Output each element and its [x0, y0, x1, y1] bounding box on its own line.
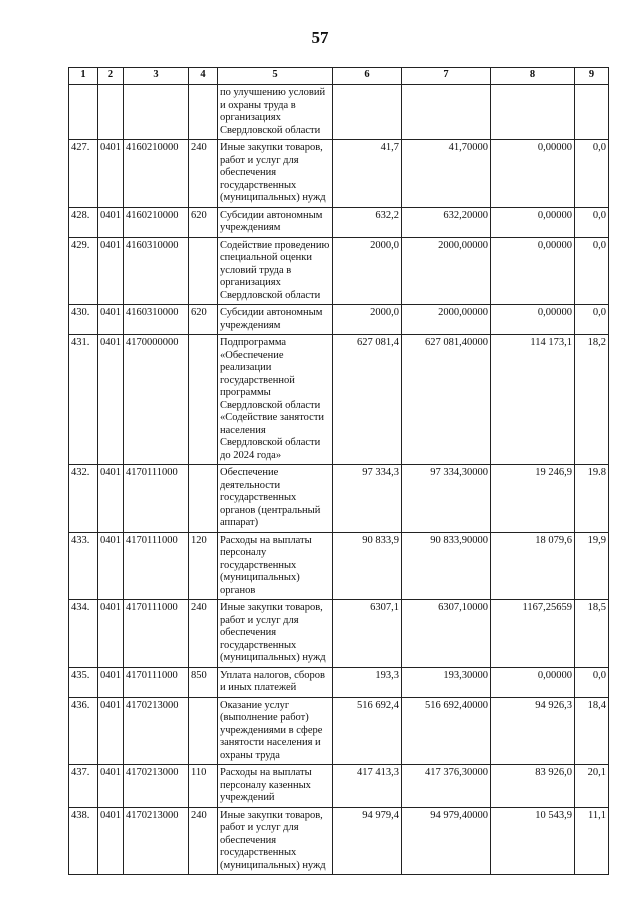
- column-header: 4: [189, 68, 218, 85]
- item-name-cell: по улучшению условий и охраны труда в организациях Свердловской области: [218, 85, 333, 140]
- value-cell: 94 979,4: [333, 807, 402, 875]
- value-cell: 0,00000: [491, 305, 575, 335]
- row-number-cell: 432.: [69, 465, 98, 533]
- section-code-cell: 0401: [98, 207, 124, 237]
- section-code-cell: 0401: [98, 465, 124, 533]
- value-cell: 632,20000: [402, 207, 491, 237]
- table-row: [69, 140, 609, 208]
- table-row: [69, 667, 609, 697]
- value-cell: 1167,25659: [491, 600, 575, 668]
- expense-type-cell: 120: [189, 532, 218, 600]
- value-cell: 2000,00000: [402, 237, 491, 305]
- target-article-cell: 4170111000: [124, 600, 189, 668]
- value-cell: 97 334,3: [333, 465, 402, 533]
- value-cell: [491, 85, 575, 140]
- expense-type-cell: 110: [189, 765, 218, 808]
- row-number-cell: 429.: [69, 237, 98, 305]
- item-name-cell: Субсидии автономным учреждениям: [218, 305, 333, 335]
- item-name-cell: Иные закупки товаров, работ и услуг для обеспечения государственных (муниципальных) нужд: [218, 140, 333, 208]
- section-code-cell: 0401: [98, 807, 124, 875]
- section-code-cell: 0401: [98, 140, 124, 208]
- item-name-cell: Подпрограмма «Обеспечение реализации государственной программы Свердловской области «Содействие занятости населения Свердловской области до 2024 года»: [218, 335, 333, 465]
- percent-cell: 0,0: [575, 140, 609, 208]
- table-row: [69, 237, 609, 305]
- percent-cell: 0,0: [575, 305, 609, 335]
- percent-cell: 18,5: [575, 600, 609, 668]
- value-cell: 90 833,9: [333, 532, 402, 600]
- value-cell: 94 926,3: [491, 697, 575, 765]
- value-cell: 6307,1: [333, 600, 402, 668]
- table-row: [69, 532, 609, 600]
- expense-type-cell: 240: [189, 140, 218, 208]
- percent-cell: 0,0: [575, 237, 609, 305]
- item-name-cell: Субсидии автономным учреждениям: [218, 207, 333, 237]
- row-number-cell: 437.: [69, 765, 98, 808]
- value-cell: 2000,0: [333, 237, 402, 305]
- value-cell: 41,70000: [402, 140, 491, 208]
- value-cell: 632,2: [333, 207, 402, 237]
- target-article-cell: 4160210000: [124, 140, 189, 208]
- table-row: [69, 765, 609, 808]
- row-number-cell: 433.: [69, 532, 98, 600]
- target-article-cell: 4170213000: [124, 765, 189, 808]
- value-cell: [402, 85, 491, 140]
- section-code-cell: 0401: [98, 697, 124, 765]
- value-cell: 0,00000: [491, 140, 575, 208]
- expense-type-cell: 620: [189, 305, 218, 335]
- expense-type-cell: [189, 335, 218, 465]
- value-cell: 417 376,30000: [402, 765, 491, 808]
- table-row: [69, 807, 609, 875]
- section-code-cell: [98, 85, 124, 140]
- item-name-cell: Содействие проведению специальной оценки условий труда в организациях Свердловской области: [218, 237, 333, 305]
- value-cell: 18 079,6: [491, 532, 575, 600]
- page-number: 57: [311, 28, 329, 47]
- percent-cell: 11,1: [575, 807, 609, 875]
- value-cell: 516 692,40000: [402, 697, 491, 765]
- target-article-cell: 4170111000: [124, 532, 189, 600]
- target-article-cell: 4170213000: [124, 807, 189, 875]
- table-row: [69, 207, 609, 237]
- row-number-cell: [69, 85, 98, 140]
- expense-type-cell: 240: [189, 807, 218, 875]
- expense-type-cell: [189, 85, 218, 140]
- value-cell: 516 692,4: [333, 697, 402, 765]
- value-cell: 193,30000: [402, 667, 491, 697]
- value-cell: 6307,10000: [402, 600, 491, 668]
- row-number-cell: 438.: [69, 807, 98, 875]
- percent-cell: 0,0: [575, 667, 609, 697]
- value-cell: 627 081,40000: [402, 335, 491, 465]
- row-number-cell: 434.: [69, 600, 98, 668]
- value-cell: 10 543,9: [491, 807, 575, 875]
- table-row: [69, 335, 609, 465]
- value-cell: 2000,00000: [402, 305, 491, 335]
- value-cell: 94 979,40000: [402, 807, 491, 875]
- value-cell: 90 833,90000: [402, 532, 491, 600]
- expense-type-cell: [189, 237, 218, 305]
- value-cell: 193,3: [333, 667, 402, 697]
- percent-cell: 0,0: [575, 207, 609, 237]
- column-header: 3: [124, 68, 189, 85]
- value-cell: [333, 85, 402, 140]
- percent-cell: [575, 85, 609, 140]
- table-header-row: [69, 68, 609, 85]
- value-cell: 417 413,3: [333, 765, 402, 808]
- percent-cell: 19,9: [575, 532, 609, 600]
- percent-cell: 20,1: [575, 765, 609, 808]
- table-row: [69, 600, 609, 668]
- target-article-cell: 4160310000: [124, 237, 189, 305]
- expense-type-cell: [189, 697, 218, 765]
- value-cell: 114 173,1: [491, 335, 575, 465]
- column-header: 8: [491, 68, 575, 85]
- percent-cell: 18,2: [575, 335, 609, 465]
- section-code-cell: 0401: [98, 532, 124, 600]
- table-row: [69, 465, 609, 533]
- target-article-cell: 4160310000: [124, 305, 189, 335]
- column-header: 7: [402, 68, 491, 85]
- section-code-cell: 0401: [98, 765, 124, 808]
- section-code-cell: 0401: [98, 305, 124, 335]
- item-name-cell: Обеспечение деятельности государственных органов (центральный аппарат): [218, 465, 333, 533]
- target-article-cell: 4170111000: [124, 667, 189, 697]
- column-header: 5: [218, 68, 333, 85]
- table-row: [69, 697, 609, 765]
- value-cell: 41,7: [333, 140, 402, 208]
- item-name-cell: Иные закупки товаров, работ и услуг для обеспечения государственных (муниципальных) нужд: [218, 807, 333, 875]
- row-number-cell: 436.: [69, 697, 98, 765]
- target-article-cell: 4170213000: [124, 697, 189, 765]
- expense-type-cell: 240: [189, 600, 218, 668]
- expense-type-cell: 620: [189, 207, 218, 237]
- table-row: [69, 305, 609, 335]
- section-code-cell: 0401: [98, 237, 124, 305]
- value-cell: 97 334,30000: [402, 465, 491, 533]
- value-cell: 0,00000: [491, 237, 575, 305]
- target-article-cell: [124, 85, 189, 140]
- table-body: [69, 85, 609, 875]
- table-row: [69, 85, 609, 140]
- item-name-cell: Оказание услуг (выполнение работ) учреждениями в сфере занятости населения и охраны труда: [218, 697, 333, 765]
- value-cell: 83 926,0: [491, 765, 575, 808]
- row-number-cell: 435.: [69, 667, 98, 697]
- budget-table: [68, 67, 609, 875]
- column-header: 6: [333, 68, 402, 85]
- percent-cell: 18,4: [575, 697, 609, 765]
- column-header: 2: [98, 68, 124, 85]
- target-article-cell: 4170000000: [124, 335, 189, 465]
- row-number-cell: 428.: [69, 207, 98, 237]
- section-code-cell: 0401: [98, 600, 124, 668]
- column-header: 1: [69, 68, 98, 85]
- expense-type-cell: 850: [189, 667, 218, 697]
- column-header: 9: [575, 68, 609, 85]
- item-name-cell: Иные закупки товаров, работ и услуг для обеспечения государственных (муниципальных) нужд: [218, 600, 333, 668]
- item-name-cell: Расходы на выплаты персоналу казенных учреждений: [218, 765, 333, 808]
- percent-cell: 19.8: [575, 465, 609, 533]
- item-name-cell: Уплата налогов, сборов и иных платежей: [218, 667, 333, 697]
- section-code-cell: 0401: [98, 667, 124, 697]
- row-number-cell: 431.: [69, 335, 98, 465]
- expense-type-cell: [189, 465, 218, 533]
- row-number-cell: 427.: [69, 140, 98, 208]
- value-cell: 2000,0: [333, 305, 402, 335]
- value-cell: 627 081,4: [333, 335, 402, 465]
- row-number-cell: 430.: [69, 305, 98, 335]
- value-cell: 0,00000: [491, 667, 575, 697]
- section-code-cell: 0401: [98, 335, 124, 465]
- value-cell: 0,00000: [491, 207, 575, 237]
- target-article-cell: 4160210000: [124, 207, 189, 237]
- item-name-cell: Расходы на выплаты персоналу государственных (муниципальных) органов: [218, 532, 333, 600]
- target-article-cell: 4170111000: [124, 465, 189, 533]
- value-cell: 19 246,9: [491, 465, 575, 533]
